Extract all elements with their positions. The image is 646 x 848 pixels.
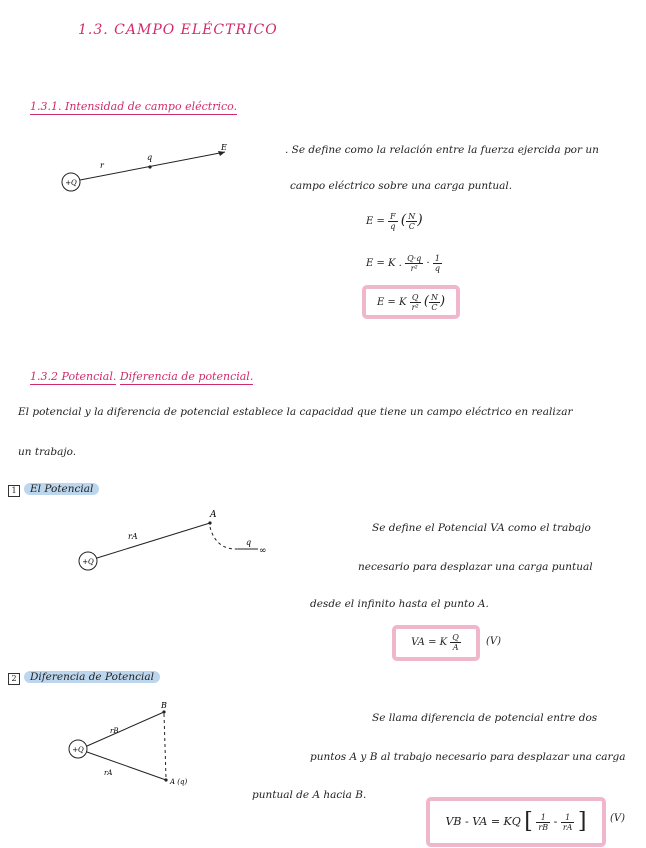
f1-lhs: E = xyxy=(366,216,385,227)
point-charge-dot xyxy=(148,165,151,168)
vbva-unit: (V) xyxy=(610,813,626,824)
f1-unit-num: N xyxy=(408,212,416,221)
f3-lhs: E = K xyxy=(376,297,407,308)
q-label: q xyxy=(246,538,252,547)
path-from-infinity xyxy=(210,527,238,549)
a-label: A (q) xyxy=(170,778,188,786)
f2-lhs: E = K . xyxy=(366,258,402,269)
charge-label: +Q xyxy=(65,179,77,187)
radius-line xyxy=(97,523,210,558)
sub1-text-line3: desde el infinito hasta el punto A. xyxy=(310,598,489,610)
sub1-label: El Potencial xyxy=(24,483,99,495)
s1-text-line2: campo eléctrico sobre una carga puntual. xyxy=(290,180,513,192)
vbva-d1: rB xyxy=(538,822,549,832)
va-num: Q xyxy=(452,633,459,642)
r-label: r xyxy=(100,161,104,170)
ra-line xyxy=(87,752,166,780)
vbva-minus: - xyxy=(553,815,558,828)
rb-line xyxy=(87,712,164,746)
vbva-n2: 1 xyxy=(561,813,575,823)
q-label: q xyxy=(147,153,153,162)
s2-para-line2: un trabajo. xyxy=(18,446,77,458)
f2-num: Q·q xyxy=(407,254,422,263)
va-unit: (V) xyxy=(486,636,502,647)
s1-text-line1: . Se define como la relación entre la fuerza ejercida por un xyxy=(285,144,599,156)
vbva-d2: rA xyxy=(562,822,573,832)
f1-num: F xyxy=(390,212,396,221)
formula-box-vb-va: VB - VA = KQ [ $\frac{1}{rB}$ - $\frac{1}{rA}$ ] xyxy=(426,797,606,847)
heading-potential-a: 1.3.2 Potencial. xyxy=(30,370,117,383)
f3-unit-num: N xyxy=(430,293,438,302)
section-heading-intensity: 1.3.1. Intensidad de campo eléctrico. xyxy=(30,100,238,113)
a-label: A xyxy=(210,510,217,520)
charge-label: +Q xyxy=(72,746,84,754)
point-a-dot xyxy=(208,521,211,524)
f3-den: r² xyxy=(411,303,419,312)
a-to-b-path xyxy=(164,714,166,778)
f3-num: Q xyxy=(410,293,421,303)
sub2-label: Diferencia de Potencial xyxy=(24,671,160,683)
sub2-number-box: 2 xyxy=(8,673,20,685)
rb-label: rB xyxy=(110,727,119,735)
electric-field-diagram xyxy=(55,140,245,200)
sub1-number-box: 1 xyxy=(8,485,20,497)
e-label: E xyxy=(221,143,227,152)
vbva-lhs: VB - VA = KQ xyxy=(445,815,521,828)
sub1-text-line2: necesario para desplazar una carga puntual xyxy=(358,561,593,573)
page-title: 1.3. CAMPO ELÉCTRICO xyxy=(78,22,278,38)
formula-box-va xyxy=(392,625,480,661)
infinity-label: ∞ xyxy=(259,546,267,556)
formula-box-e-final: E = K $\frac{Q}{\text{r²}}$ ( $\frac{N}{C}$ ) xyxy=(362,285,460,319)
point-b-dot xyxy=(162,710,165,713)
section-heading-potential xyxy=(30,370,253,383)
potential-diagram xyxy=(70,505,270,575)
f1-den: q xyxy=(390,222,396,231)
heading-potential-b: Diferencia de potencial. xyxy=(119,370,254,383)
f1-unit-den: C xyxy=(408,222,415,231)
sub2-text-line3: puntual de A hacia B. xyxy=(252,789,367,801)
formula-e-k-expanded xyxy=(366,254,442,273)
ra-label: rA xyxy=(104,769,113,777)
f2-num2: 1 xyxy=(433,254,442,264)
s2-para-line1: El potencial y la diferencia de potencial establece la capacidad que tiene un campo eléctrico en realizar xyxy=(18,406,573,418)
vbva-n1: 1 xyxy=(536,813,550,823)
f2-den2: q xyxy=(434,264,440,273)
f2-mul: · xyxy=(426,258,430,269)
charge-label: +Q xyxy=(82,558,94,566)
formula-e-f-over-q: E = $\frac{F}{q}$ ( $\frac{N}{C}$ ) xyxy=(366,212,423,231)
f3-unit-den: C xyxy=(431,303,438,312)
ra-label: rA xyxy=(128,532,138,541)
sub2-text-line1: Se llama diferencia de potencial entre dos xyxy=(372,712,598,724)
sub1-text-line1: Se define el Potencial VA como el trabajo xyxy=(372,522,591,534)
b-label: B xyxy=(161,701,167,710)
sub2-text-line2: puntos A y B al trabajo necesario para desplazar una carga xyxy=(310,751,626,763)
point-a-dot xyxy=(164,778,167,781)
potential-difference-diagram xyxy=(60,700,220,795)
va-den: A xyxy=(452,643,459,652)
f2-den: r² xyxy=(410,264,418,273)
va-lhs: VA = K xyxy=(411,637,448,648)
